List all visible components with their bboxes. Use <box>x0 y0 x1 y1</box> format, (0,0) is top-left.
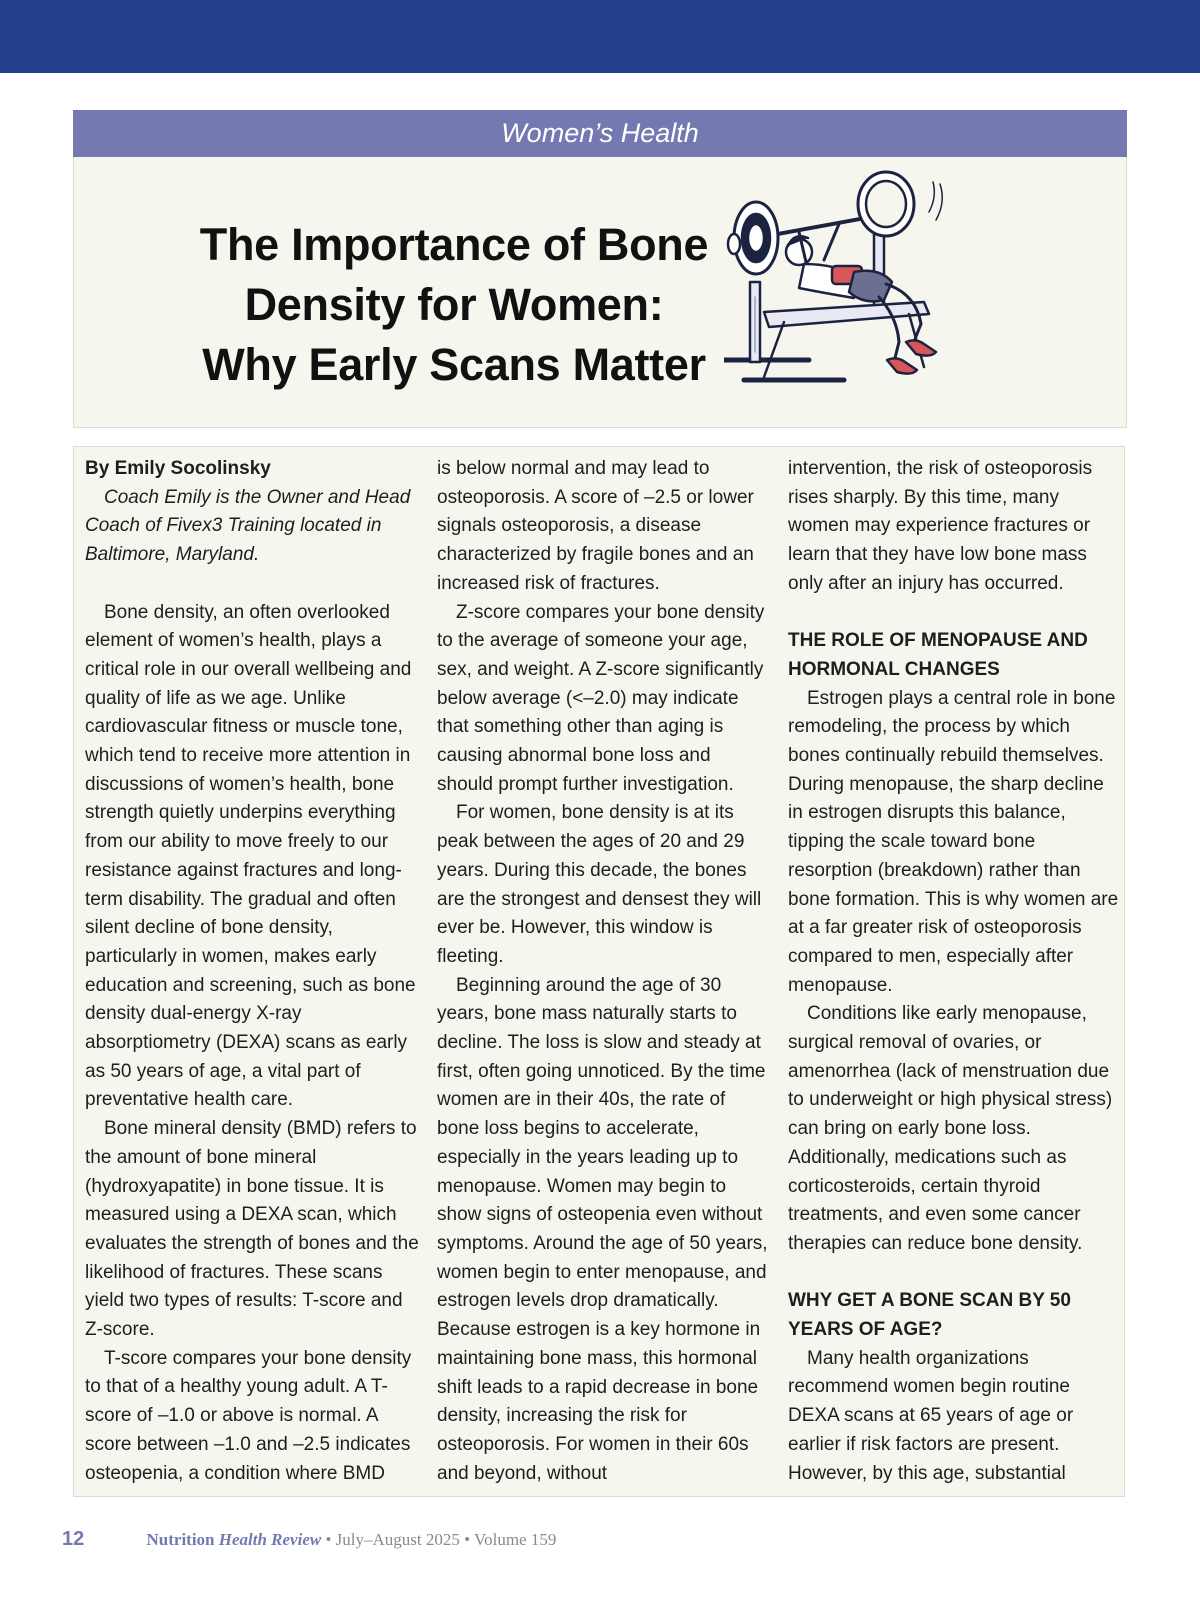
paragraph: T-score compares your bone density to that of a healthy young adult. A T-score of –1.0 or above is normal. A score between –1.0 and –2.5 indicates osteopenia, a condition where BMD <box>85 1347 412 1484</box>
section-heading: THE ROLE OF MENOPAUSE AND HORMONAL CHANGES <box>788 630 1088 680</box>
title-line-2: Density for Women: <box>244 279 664 330</box>
article-column-2 <box>437 455 771 1488</box>
paragraph: Many health organizations recommend women begin routine DEXA scans at 65 years of age or earlier if risk factors are present. However, by this age, substantial <box>788 1347 1074 1484</box>
title-panel <box>73 157 1127 428</box>
paragraph: Z-score compares your bone density to the average of someone your age, sex, and weight. A Z-score significantly below average (<–2.0) may indicate that something other than aging is causing abnormal bone loss and should prompt further investigation. <box>437 601 765 795</box>
publication-name <box>147 1530 322 1549</box>
paragraph: is below normal and may lead to osteoporosis. A score of –2.5 or lower signals osteoporosis, a disease characterized by fragile bones and an increased risk of fractures. <box>437 458 754 594</box>
paragraph: Estrogen plays a central role in bone remodeling, the process by which bones continually rebuild themselves. During menopause, the sharp decline in estrogen disrupts this balance, tipping the scale toward bone resorption (breakdown) rather than bone formation. This is why women are at a far greater risk of osteoporosis compared to men, especially after menopause. <box>788 687 1119 996</box>
paragraph: Bone mineral density (BMD) refers to the amount of bone mineral (hydroxyapatite) in bone tissue. It is measured using a DEXA scan, which evaluates the strength of bones and the likelihood of fractures. These scans yield two types of results: T-score and Z-score. <box>85 1118 419 1341</box>
title-line-1: The Importance of Bone <box>199 219 709 270</box>
publication-name-b: Health Review <box>218 1530 322 1549</box>
article-column-3 <box>788 455 1122 1488</box>
byline: By Emily Socolinsky <box>85 458 271 479</box>
title-line-3: Why Early Scans Matter <box>202 339 706 390</box>
article-title <box>134 215 774 395</box>
paragraph: intervention, the risk of osteoporosis rises sharply. By this time, many women may experience fractures or learn that they have low bone mass only after an injury has occurred. <box>788 458 1093 594</box>
paragraph: For women, bone density is at its peak between the ages of 20 and 29 years. During this decade, the bones are the strongest and densest they will ever be. However, this window is fleeting. <box>437 802 762 967</box>
top-color-band <box>0 0 1200 73</box>
section-heading: WHY GET A BONE SCAN BY 50 YEARS OF AGE? <box>788 1290 1071 1341</box>
page-footer <box>62 1524 556 1554</box>
paragraph: Conditions like early menopause, surgical removal of ovaries, or amenorrhea (lack of menstruation due to underweight or high physical stress) can bring on early bone loss. Additionally, medications such as corticosteroids, certain thyroid treatments, and even some cancer therapies can reduce bone density. <box>788 1003 1113 1254</box>
article-column-1 <box>85 455 419 1488</box>
page-number: 12 <box>62 1528 85 1550</box>
paragraph: Beginning around the age of 30 years, bone mass naturally starts to decline. The loss is slow and steady at first, often going unnoticed. By the time women are in their 40s, the rate of bone loss begins to accelerate, especially in the years leading up to menopause. Women may begin to show signs of osteopenia even without symptoms. Around the age of 50 years, women begin to enter menopause, and estrogen levels drop dramatically. Because estrogen is a key hormone in maintaining bone mass, this hormonal shift leads to a rapid decrease in bone density, increasing the risk for osteoporosis. For women in their 60s and beyond, without <box>437 974 768 1484</box>
section-label: Women’s Health <box>73 110 1127 157</box>
issue-info: • July–August 2025 • Volume 159 <box>325 1530 557 1549</box>
author-bio: Coach Emily is the Owner and Head Coach of Fivex3 Training located in Baltimore, Maryland. <box>85 486 411 566</box>
publication-name-a: Nutrition <box>146 1530 215 1549</box>
paragraph: Bone density, an often overlooked element of women’s health, plays a critical role in our overall wellbeing and quality of life as we age. Unlike cardiovascular fitness or muscle tone, which tend to receive more attention in discussions of women’s health, bone strength quietly underpins everything from our ability to move freely to our resistance against fractures and long-term disability. The gradual and often silent decline of bone density, particularly in women, makes early education and screening, such as bone density dual-energy X-ray absorptiometry (DEXA) scans as early as 50 years of age, a vital part of preventative health care. <box>85 601 416 1111</box>
woman-bench-press-illustration <box>724 162 1014 412</box>
